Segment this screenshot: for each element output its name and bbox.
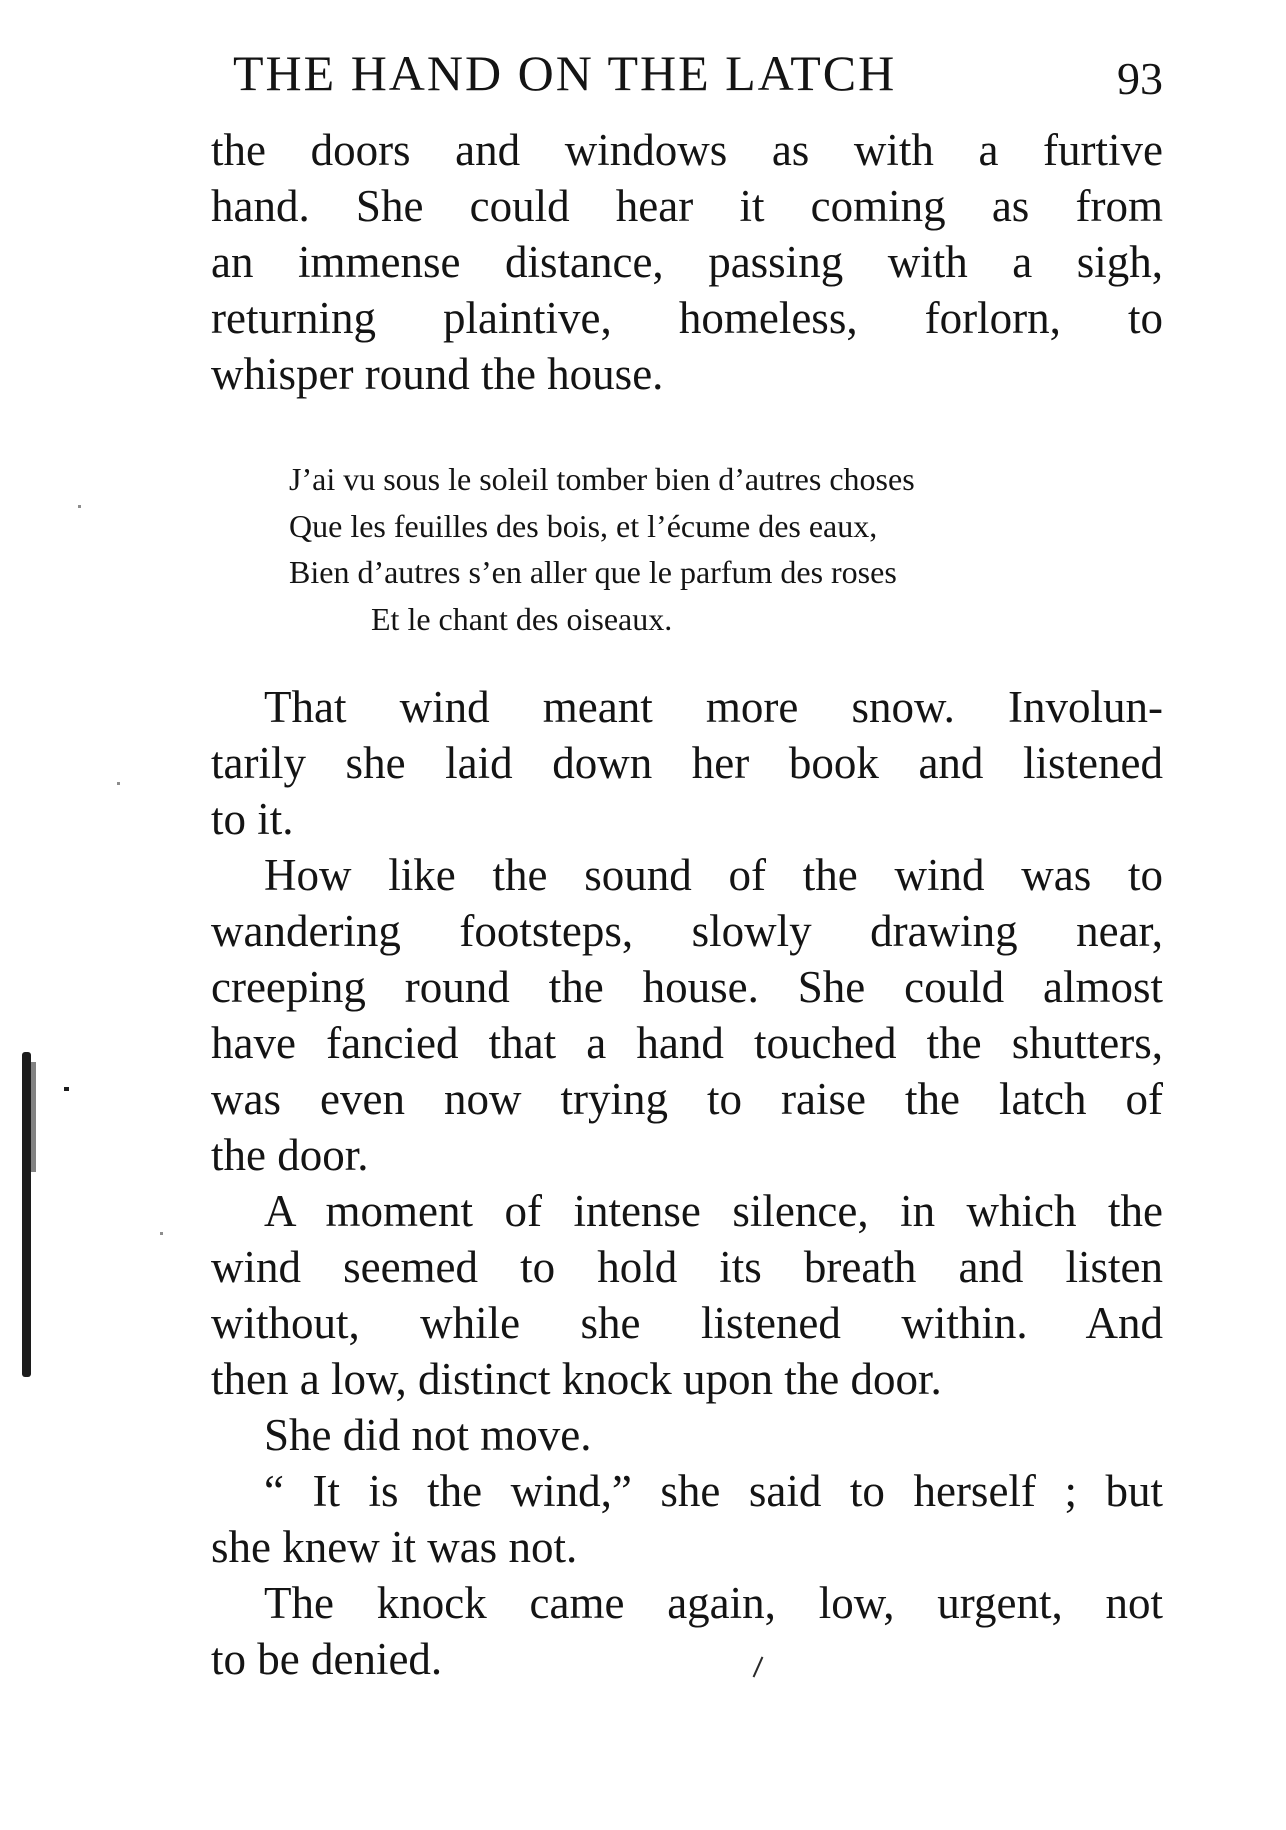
chapter-title: THE HAND ON THE LATCH: [233, 45, 897, 101]
text-line: She did not move.: [264, 1410, 592, 1460]
text-line: have fancied that a hand touched the shutters,: [211, 1018, 1163, 1068]
verse-line: Bien d’autres s’en aller que le parfum des roses: [289, 554, 897, 590]
text-line: That wind meant more snow. Involun-: [264, 682, 1163, 732]
paragraph-continued: [211, 122, 1163, 402]
scan-artifact-speck: [117, 782, 120, 785]
paragraph: [211, 847, 1163, 1183]
scan-artifact-margin-fray: [31, 1062, 36, 1172]
text-line: without, while she listened within. And: [211, 1298, 1163, 1348]
text-line: whisper round the house.: [211, 349, 664, 399]
verse-line: Et le chant des oiseaux.: [371, 600, 673, 637]
text-line: the door.: [211, 1130, 369, 1180]
text-line: hand. She could hear it coming as from: [211, 181, 1163, 231]
main-text: [211, 679, 1163, 1687]
scan-artifact-dot: [64, 1087, 69, 1091]
text-line: How like the sound of the wind was to: [264, 850, 1163, 900]
text-line: wind seemed to hold its breath and listen: [211, 1242, 1163, 1292]
text-line: The knock came again, low, urgent, not: [264, 1578, 1163, 1628]
scan-artifact-margin-bar: [22, 1052, 31, 1377]
scan-artifact-speck: [78, 505, 81, 508]
verse-quotation: [289, 456, 1149, 642]
text-line: tarily she laid down her book and listened: [211, 738, 1163, 788]
text-line: to it.: [211, 794, 294, 844]
text-line: the doors and windows as with a furtive: [211, 125, 1163, 175]
paragraph: [211, 1183, 1163, 1407]
text-line: “ It is the wind,” she said to herself ; but: [264, 1466, 1163, 1516]
paragraph: [211, 1407, 1163, 1463]
paragraph: [211, 679, 1163, 847]
text-line: wandering footsteps, slowly drawing near,: [211, 906, 1163, 956]
text-line: was even now trying to raise the latch of: [211, 1074, 1163, 1124]
page-number: 93: [1117, 53, 1163, 104]
paragraph: [211, 1463, 1163, 1575]
text-line: A moment of intense silence, in which the: [264, 1186, 1163, 1236]
text-line: an immense distance, passing with a sigh,: [211, 237, 1163, 287]
text-line: creeping round the house. She could almost: [211, 962, 1163, 1012]
verse-line: Que les feuilles des bois, et l’écume des eaux,: [289, 507, 878, 544]
text-line: returning plaintive, homeless, forlorn, to: [211, 293, 1163, 343]
verse-line: J’ai vu sous le soleil tomber bien d’autres choses: [289, 461, 915, 497]
text-line: she knew it was not.: [211, 1522, 578, 1572]
running-head: [233, 44, 1163, 104]
paragraph: [211, 1575, 1163, 1687]
scan-artifact-speck: [160, 1232, 163, 1235]
text-line: then a low, distinct knock upon the door.: [211, 1354, 942, 1404]
text-line: to be denied.: [211, 1634, 443, 1684]
